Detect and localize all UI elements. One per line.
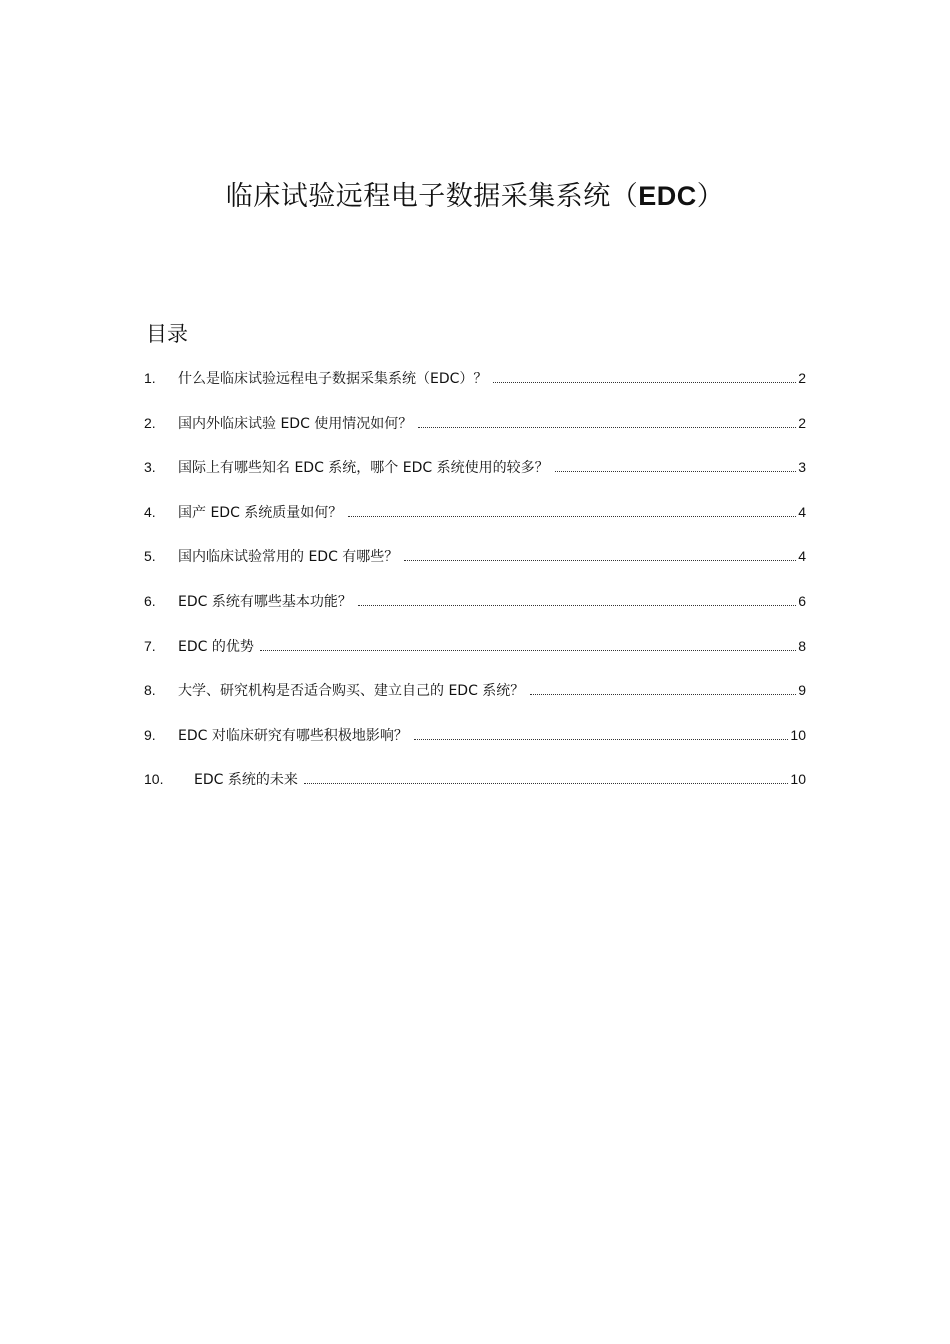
toc-entry-number: 10. <box>144 771 164 788</box>
toc-dot-leader <box>358 605 796 606</box>
toc-entry-title: 国产 EDC 系统质量如何？ <box>178 504 343 521</box>
toc-entry-title: 国际上有哪些知名 EDC 系统，哪个 EDC 系统使用的较多？ <box>178 460 549 477</box>
toc-entry[interactable] <box>144 366 806 411</box>
document-title-acronym: EDC <box>638 181 697 211</box>
toc-dot-leader <box>304 783 789 784</box>
table-of-contents <box>144 366 806 812</box>
toc-entry-title: EDC 的优势 <box>178 638 254 655</box>
toc-entry-title: 国内外临床试验 EDC 使用情况如何？ <box>178 415 413 432</box>
toc-entry[interactable] <box>144 544 806 589</box>
toc-entry-number: 2. <box>144 414 156 431</box>
toc-entry-number: 5. <box>144 548 156 565</box>
toc-entry-page: 6 <box>798 592 806 609</box>
toc-entry-number: 4. <box>144 503 156 520</box>
toc-entry-number: 7. <box>144 637 156 654</box>
toc-entry-page: 8 <box>798 637 806 654</box>
toc-entry[interactable] <box>144 678 806 723</box>
toc-entry-number: 8. <box>144 682 156 699</box>
toc-entry-title: EDC 对临床研究有哪些积极地影响？ <box>178 727 408 744</box>
toc-entry[interactable] <box>144 500 806 545</box>
document-title <box>0 178 950 215</box>
toc-entry[interactable] <box>144 411 806 456</box>
toc-entry[interactable] <box>144 589 806 634</box>
toc-entry-page: 3 <box>798 459 806 476</box>
toc-entry[interactable] <box>144 455 806 500</box>
toc-entry[interactable] <box>144 767 806 812</box>
toc-entry-page: 9 <box>798 682 806 699</box>
toc-entry-title: 什么是临床试验远程电子数据采集系统（EDC）？ <box>178 371 488 387</box>
toc-entry-page: 4 <box>798 503 806 520</box>
document-title-close-paren: ） <box>696 181 725 212</box>
toc-entry-title: EDC 系统有哪些基本功能？ <box>178 593 352 610</box>
toc-dot-leader <box>555 471 797 472</box>
toc-entry-page: 10 <box>790 771 806 788</box>
toc-dot-leader <box>348 516 796 517</box>
toc-entry-title: 国内临床试验常用的 EDC 有哪些？ <box>178 549 399 566</box>
toc-entry-page: 4 <box>798 548 806 565</box>
toc-entry-page: 2 <box>798 370 806 386</box>
toc-entry-number: 9. <box>144 726 156 743</box>
toc-entry[interactable] <box>144 723 806 768</box>
toc-entry-title: EDC 系统的未来 <box>194 772 298 789</box>
toc-dot-leader <box>260 650 796 651</box>
toc-entry-number: 6. <box>144 592 156 609</box>
toc-dot-leader <box>414 739 789 740</box>
toc-entry[interactable] <box>144 634 806 679</box>
toc-dot-leader <box>418 427 796 428</box>
toc-entry-title: 大学、研究机构是否适合购买、建立自己的 EDC 系统？ <box>178 683 525 700</box>
toc-heading: 目录 <box>146 322 188 346</box>
toc-entry-page: 2 <box>798 414 806 431</box>
toc-entry-number: 1. <box>144 370 156 386</box>
toc-dot-leader <box>404 560 796 561</box>
toc-entry-number: 3. <box>144 459 156 476</box>
toc-entry-page: 10 <box>790 726 806 743</box>
document-title-chinese: 临床试验远程电子数据采集系统（ <box>225 181 639 212</box>
toc-dot-leader <box>493 382 796 383</box>
toc-dot-leader <box>530 694 796 695</box>
